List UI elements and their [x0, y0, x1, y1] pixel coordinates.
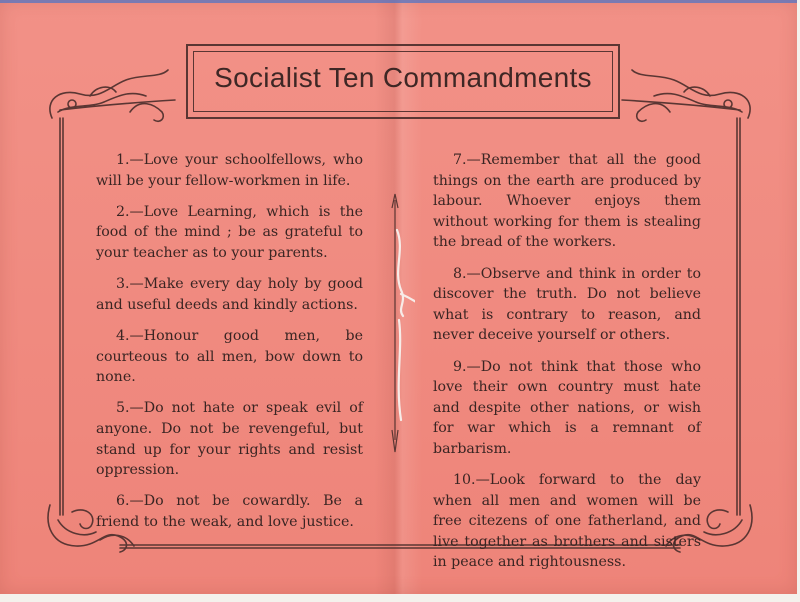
commandment-8: 8.—Observe and think in order to discover the truth. Do not believe what is contrary to reason, and never deceive yourself or others. [433, 265, 701, 344]
commandment-9: 9.—Do not think that those who love their own country must hate and despite other nations, or wish for war which is a remnant of barbarism. [433, 358, 701, 457]
commandment-6: 6.—Do not be cowardly. Be a friend to the weak, and love justice. [96, 493, 363, 530]
commandment-2: 2.—Love Learning, which is the food of the mind ; be as grateful to your teacher as to your parents. [96, 203, 363, 261]
commandment-1: 1.—Love your schoolfellows, who will be your fellow-workmen in life. [96, 152, 363, 189]
commandment-7: 7.—Remember that all the good things on the earth are produced by labour. Whoever enjoys them without working for them is stealing the bread of the workers. [433, 152, 701, 251]
right-column [433, 150, 701, 584]
binding-thread [385, 190, 415, 460]
page-title: Socialist Ten Commandments [214, 62, 592, 93]
commandment-3: 3.—Make every day holy by good and useful deeds and kindly actions. [96, 276, 363, 313]
commandment-5: 5.—Do not hate or speak evil of anyone. Do not be revengeful, but stand up for your rights and resist oppression. [96, 400, 363, 479]
commandment-10: 10.—Look forward to the day when all men and women will be free citezens of one fatherland, and live together as brothers and sisters in peace and rightousness. [433, 472, 701, 571]
title-frame [186, 44, 620, 119]
commandment-4: 4.—Honour good men, be courteous to all men, bow down to none. [96, 327, 363, 386]
left-column [96, 150, 363, 543]
